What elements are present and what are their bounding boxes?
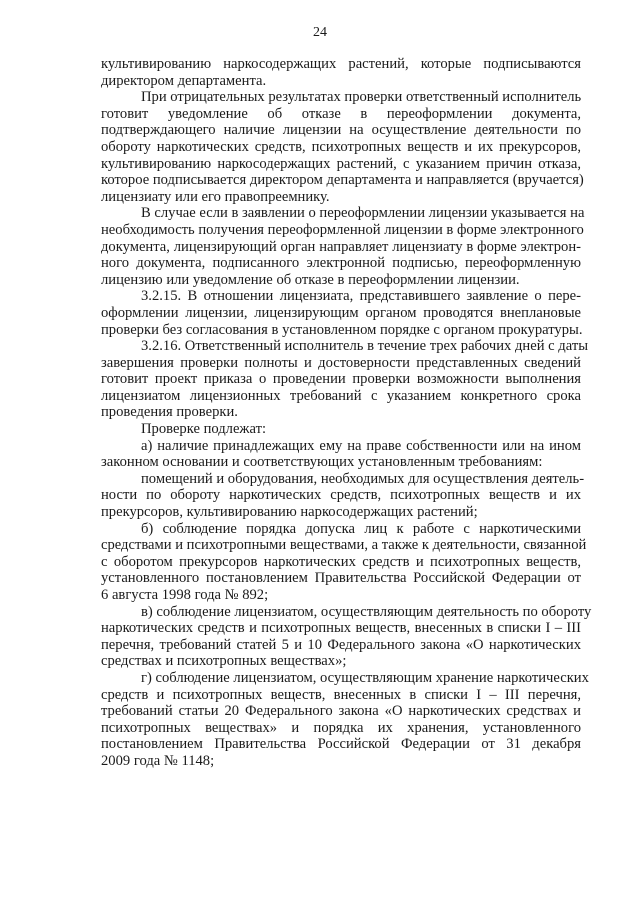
paragraph-item-g xyxy=(101,669,589,770)
text-line: готовит проект приказа о проведении проверки возможности выполнения xyxy=(101,371,581,388)
paragraph-item-v xyxy=(101,603,592,670)
text-line: средств и психотропных веществ, внесенных в списки I – III перечня, xyxy=(101,686,581,703)
text-line: В случае если в заявлении о переоформлении лицензии указывается на xyxy=(141,205,585,222)
text-line: культивированию наркосодержащих растений, которые подписываются xyxy=(101,56,581,72)
text-line: законном основании и соответствующих установленным требованиям: xyxy=(101,454,543,471)
text-line: необходимость получения переоформленной лицензии в форме электронного xyxy=(101,221,584,238)
paragraph-refusal-notice xyxy=(101,89,584,205)
paragraph-item-a xyxy=(101,438,581,471)
text-line: средствах и психотропных веществах»; xyxy=(101,653,347,670)
text-line: прекурсоров, культивированию наркосодержащих растений; xyxy=(101,504,478,521)
paragraph-3-2-15 xyxy=(101,288,581,338)
text-line: Проверке подлежат: xyxy=(141,421,267,438)
text-line: которое подписывается директором департамента и направляется (вручается) xyxy=(101,172,584,189)
text-line: лицензиату или его правопреемнику. xyxy=(101,188,330,205)
text-line: директором департамента. xyxy=(101,72,267,89)
document-body xyxy=(101,56,592,770)
text-line: 3.2.16. Ответственный исполнитель в течение трех рабочих дней с даты xyxy=(141,338,588,355)
text-line: проверки без согласования в установленном порядке с органом прокуратуры. xyxy=(101,321,583,338)
text-line: требований статьи 20 Федерального закона «О наркотических средствах и xyxy=(101,703,581,720)
text-line: 2009 года № 1148; xyxy=(101,752,215,769)
paragraph-premises xyxy=(101,470,585,521)
paragraph-continuation xyxy=(101,56,581,89)
paragraph-3-2-16 xyxy=(101,338,588,421)
text-line: лицензию или уведомление об отказе в переоформлении лицензии. xyxy=(101,271,520,288)
paragraph-subject-heading xyxy=(101,421,581,438)
text-line: наркотических средств и психотропных веществ, внесенных в списки I – III xyxy=(101,620,581,637)
text-line: завершения проверки полноты и достоверности представленных сведений xyxy=(101,354,581,371)
text-line: средствами и психотропными веществами, а также к деятельности, связанной xyxy=(101,537,587,554)
text-line: культивированию наркосодержащих растений, с указанием причин отказа, xyxy=(101,155,581,172)
text-line: а) наличие принадлежащих ему на праве собственности или на ином xyxy=(141,437,581,454)
paragraph-electronic-form xyxy=(101,205,585,288)
text-line: перечня, требований статей 5 и 10 Федерального закона «О наркотических xyxy=(101,636,581,653)
text-line: обороту наркотических средств, психотропных веществ и их прекурсоров, xyxy=(101,138,581,155)
text-line: документа, лицензирующий орган направляет лицензиату в форме электрон- xyxy=(101,238,581,255)
text-line: 3.2.15. В отношении лицензиата, представившего заявление о пере- xyxy=(141,288,581,305)
text-line: в) соблюдение лицензиатом, осуществляющим деятельность по обороту xyxy=(141,603,592,620)
text-line: б) соблюдение порядка допуска лиц к работе с наркотическими xyxy=(141,520,581,537)
text-line: установленного постановлением Правительства Российской Федерации от xyxy=(101,570,581,587)
text-line: оформлении лицензии, лицензирующим органом проводятся внеплановые xyxy=(101,304,581,321)
text-line: помещений и оборудования, необходимых для осуществления деятель- xyxy=(141,470,585,487)
text-line: подтверждающего наличие лицензии на осуществление деятельности по xyxy=(101,122,581,139)
text-line: ного документа, подписанного электронной подписью, переоформленную xyxy=(101,255,581,272)
page-number: 24 xyxy=(313,25,327,40)
text-line: г) соблюдение лицензиатом, осуществляющим хранение наркотических xyxy=(141,669,589,686)
text-line: лицензиатом лицензионных требований с указанием конкретного срока xyxy=(101,387,581,404)
text-line: постановлением Правительства Российской Федерации от 31 декабря xyxy=(101,736,581,753)
text-line: психотропных веществах» и порядка их хранения, установленного xyxy=(101,719,581,736)
text-line: ности по обороту наркотических средств, психотропных веществ и их xyxy=(101,487,581,504)
paragraph-item-b xyxy=(101,520,587,604)
text-line: 6 августа 1998 года № 892; xyxy=(101,587,269,603)
text-line: проведения проверки. xyxy=(101,404,238,421)
text-line: При отрицательных результатах проверки ответственный исполнитель xyxy=(141,89,582,106)
text-line: с оборотом прекурсоров наркотических средств и психотропных веществ, xyxy=(101,553,581,570)
text-line: готовит уведомление об отказе в переоформлении документа, xyxy=(101,105,581,122)
